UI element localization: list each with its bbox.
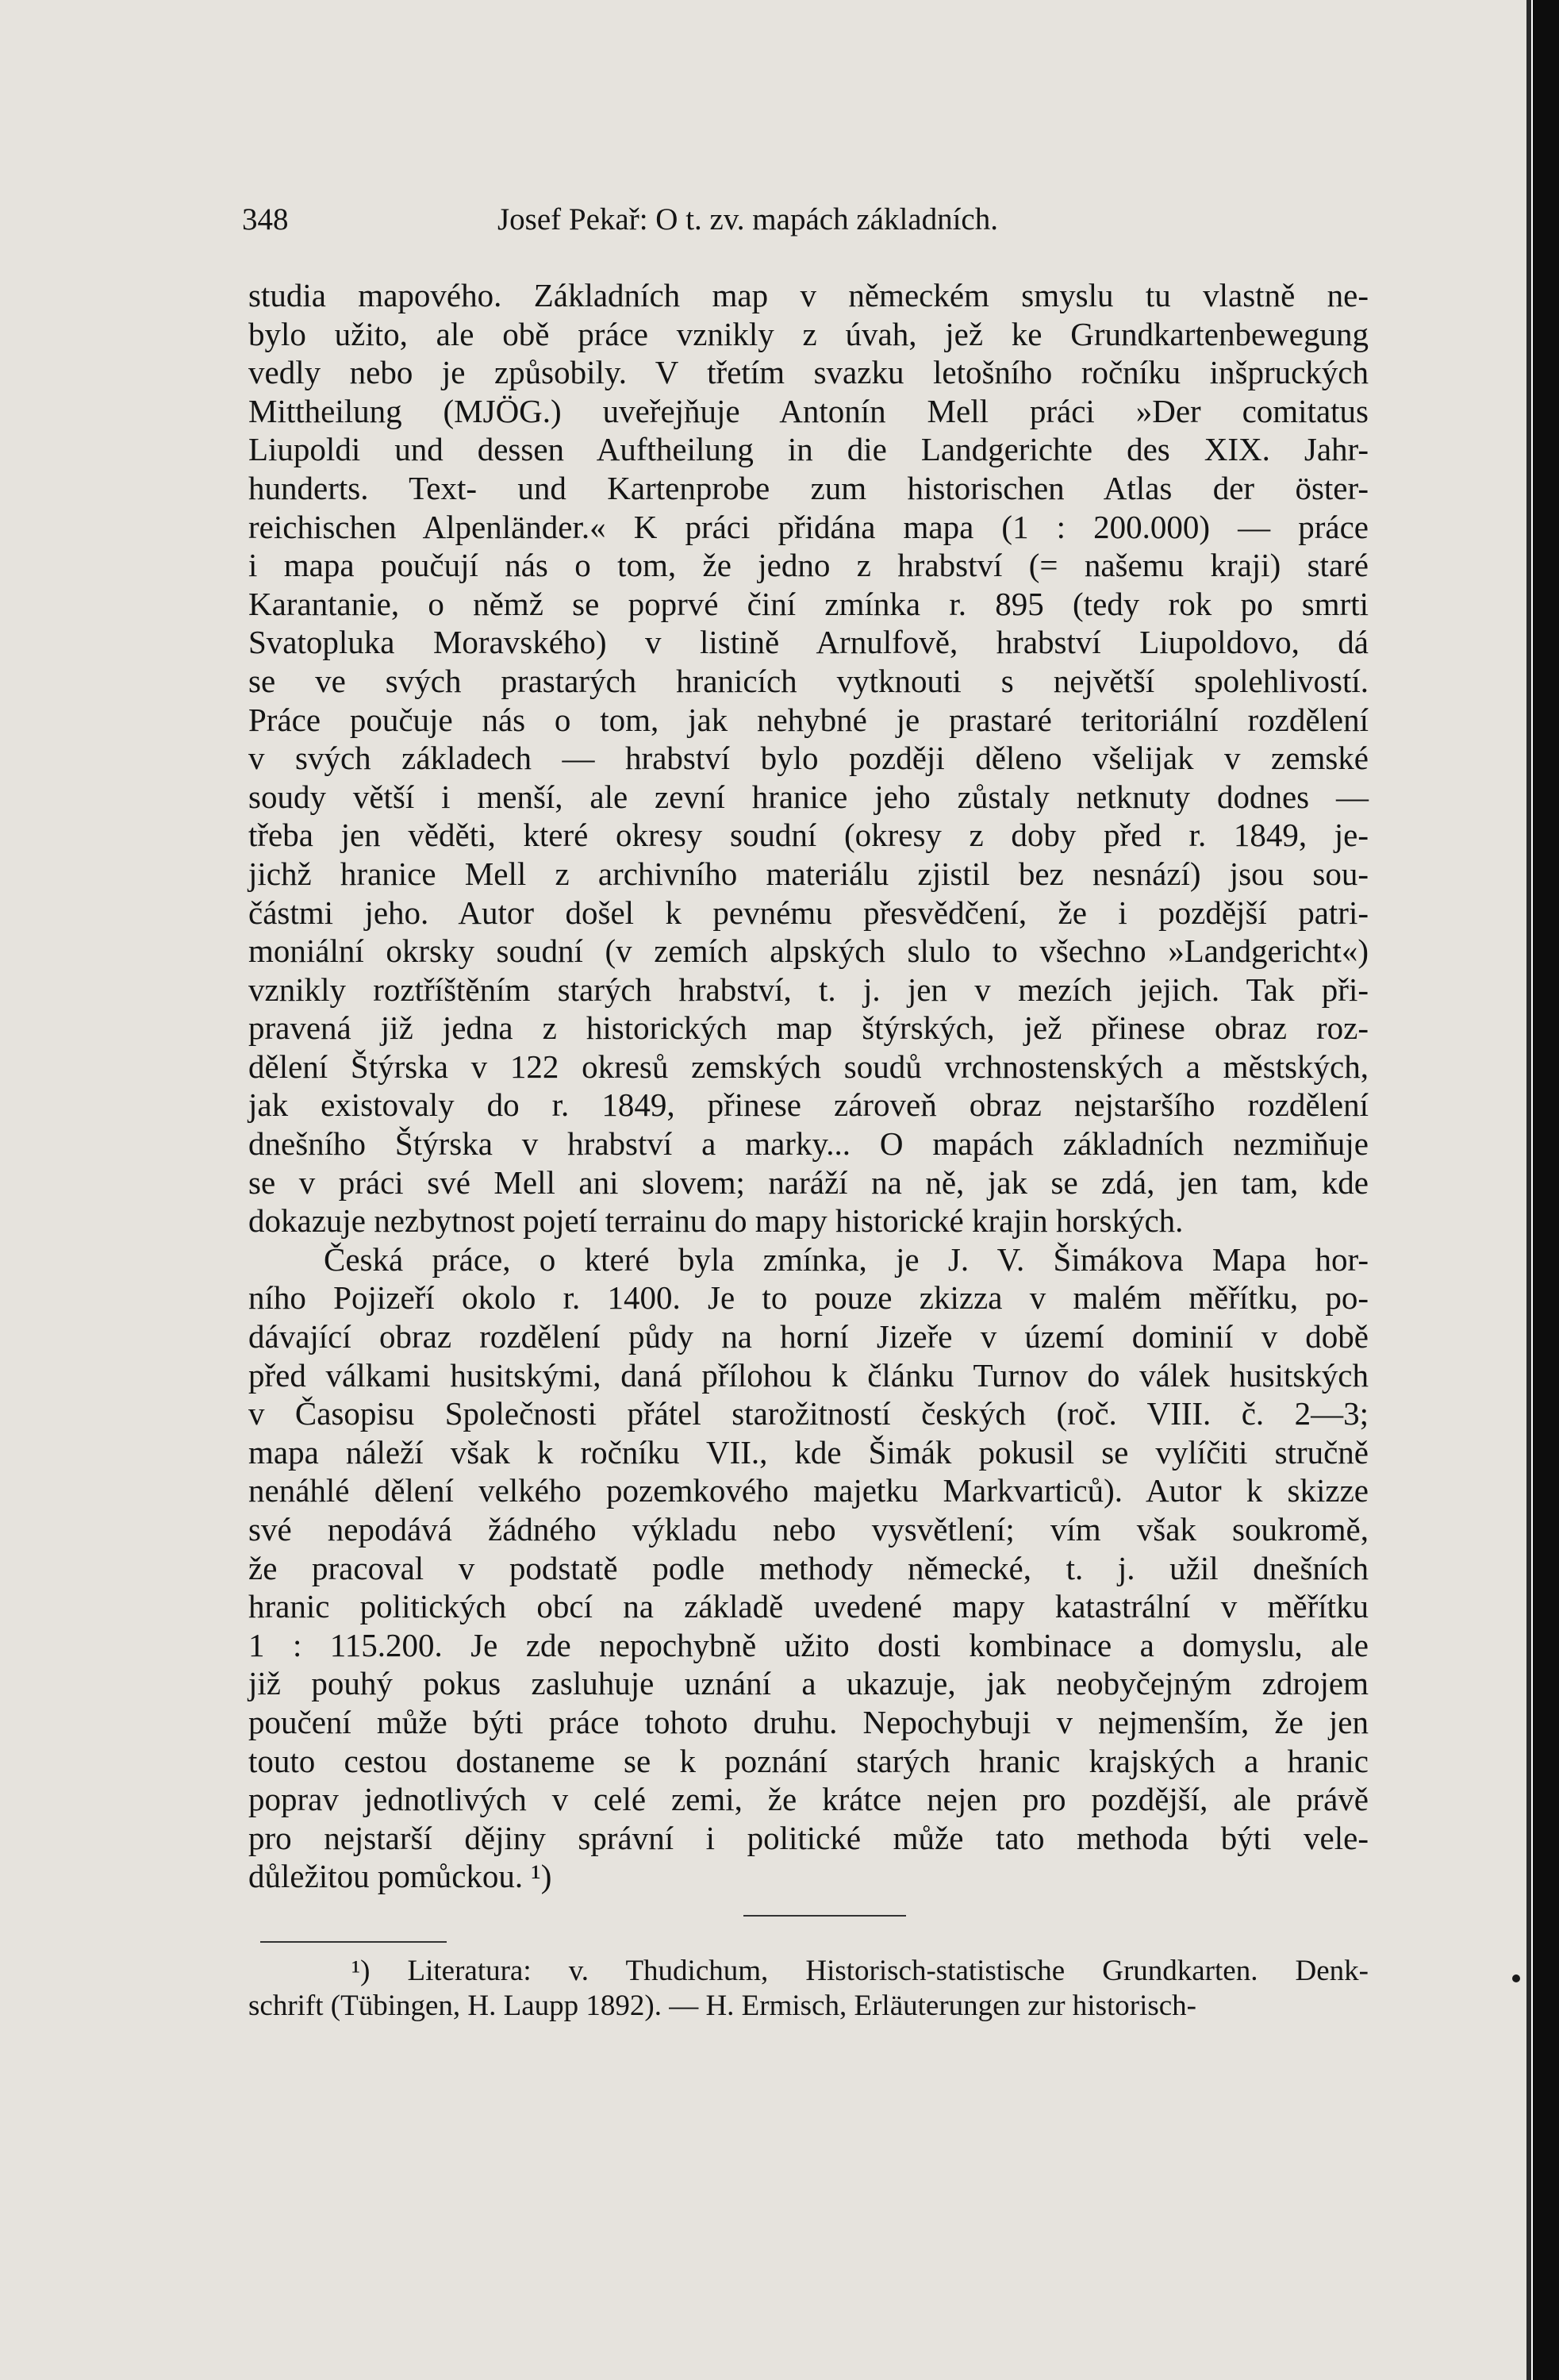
text-line: i mapa poučují nás o tom, že jedno z hrabství (= našemu kraji) staré	[248, 547, 1369, 584]
text-line: důležitou pomůckou. ¹)	[248, 1858, 552, 1895]
text-line: jak existovaly do r. 1849, přinese zároveň obraz nejstaršího rozdělení	[248, 1086, 1369, 1124]
text-line: moniální okrsky soudní (v zemích alpských slulo to všechno »Landgericht«)	[248, 932, 1369, 970]
text-line: Práce poučuje nás o tom, jak nehybné je prastaré teritoriální rozdělení	[248, 701, 1369, 738]
text-line: třeba jen věděti, které okresy soudní (okresy z doby před r. 1849, je-	[248, 817, 1369, 854]
text-line: hranic politických obcí na základě uvedené mapy katastrální v měřítku	[248, 1588, 1369, 1625]
text-line: dávající obraz rozdělení půdy na horní Jizeře v území dominií v době	[248, 1318, 1369, 1355]
text-line: se ve svých prastarých hranicích vytknouti s největší spolehlivostí.	[248, 662, 1369, 699]
text-line: se v práci své Mell ani slovem; naráží na ně, jak se zdá, jen tam, kde	[248, 1163, 1369, 1201]
text-line: poprav jednotlivých v celé zemi, že krátce nejen pro pozdější, ale právě	[248, 1781, 1369, 1818]
text-line: Karantanie, o němž se poprvé činí zmínka r. 895 (tedy rok po smrti	[248, 585, 1369, 622]
running-title: Josef Pekař: O t. zv. mapách základních.	[497, 202, 998, 236]
text-line: dělení Štýrska v 122 okresů zemských soudů vrchnostenských a městských,	[248, 1048, 1369, 1085]
margin-dot	[1512, 1974, 1520, 1982]
paragraph-start-line: Česká práce, o které byla zmínka, je J. V. Šimákova Mapa hor-	[324, 1240, 1369, 1278]
text-line: touto cestou dostaneme se k poznání starých hranic krajských a hranic	[248, 1742, 1369, 1779]
text-line: reichischen Alpenländer.« K práci přidána mapa (1 : 200.000) — práce	[248, 508, 1369, 545]
text-line: pro nejstarší dějiny správní i politické může tato methoda býti vele-	[248, 1819, 1369, 1856]
text-line: nenáhlé dělení velkého pozemkového majetku Markvarticů). Autor k skizze	[248, 1472, 1369, 1509]
text-line: vznikly roztříštěním starých hrabství, t. j. jen v mezích jejich. Tak při-	[248, 971, 1369, 1008]
text-line: poučení může býti práce tohoto druhu. Nepochybuji v nejmenším, že jen	[248, 1703, 1369, 1740]
text-line: ního Pojizeří okolo r. 1400. Je to pouze zkizza v malém měřítku, po-	[248, 1279, 1369, 1317]
text-line: Mittheilung (MJÖG.) uveřejňuje Antonín Mell práci »Der comitatus	[248, 392, 1369, 429]
text-line: jichž hranice Mell z archivního materiálu zjistil bez nesnází) jsou sou-	[248, 855, 1369, 892]
footnote-divider	[260, 1941, 447, 1943]
text-line: mapa náleží však k ročníku VII., kde Šimák pokusil se vylíčiti stručně	[248, 1433, 1369, 1471]
footnote-line: ¹) Literatura: v. Thudichum, Historisch-statistische Grundkarten. Denk-	[351, 1955, 1369, 1987]
body-text	[248, 276, 1369, 1896]
footnotes	[248, 1954, 1369, 2024]
text-line: dokazuje nezbytnost pojetí terrainu do mapy historické krajin horských.	[248, 1202, 1184, 1240]
footnote-line: schrift (Tübingen, H. Laupp 1892). — H. Ermisch, Erläuterungen zur historisch-	[248, 1990, 1197, 2022]
text-line: bylo užito, ale obě práce vznikly z úvah, jež ke Grundkartenbewegung	[248, 315, 1369, 352]
text-line: vedly nebo je způsobily. V třetím svazku letošního ročníku inšpruckých	[248, 354, 1369, 391]
text-line: před válkami husitskými, daná přílohou k článku Turnov do válek husitských	[248, 1356, 1369, 1394]
text-line: soudy větší i menší, ale zevní hranice jeho zůstaly netknuty dodnes —	[248, 778, 1369, 815]
text-line: pravená již jedna z historických map štýrských, jež přinese obraz roz-	[248, 1009, 1369, 1047]
text-line: hunderts. Text- und Kartenprobe zum historischen Atlas der öster-	[248, 469, 1369, 506]
text-line: Liupoldi und dessen Auftheilung in die Landgerichte des XIX. Jahr-	[248, 431, 1369, 468]
text-line: studia mapového. Základních map v německém smyslu tu vlastně ne-	[248, 277, 1369, 313]
text-line: své nepodává žádného výkladu nebo vysvětlení; vím však soukromě,	[248, 1511, 1369, 1548]
text-line: částmi jeho. Autor došel k pevnému přesvědčení, že i pozdější patri-	[248, 894, 1369, 931]
text-line: dnešního Štýrska v hrabství a marky... O mapách základních nezmiňuje	[248, 1125, 1369, 1163]
text-line: 1 : 115.200. Je zde nepochybně užito dosti kombinace a domyslu, ale	[248, 1626, 1369, 1663]
divider	[743, 1915, 906, 1917]
scan-border	[1533, 0, 1559, 2380]
text-line: že pracoval v podstatě podle methody německé, t. j. užil dnešních	[248, 1549, 1369, 1586]
page-number: 348	[242, 202, 289, 236]
text-line: již pouhý pokus zasluhuje uznání a ukazuje, jak neobyčejným zdrojem	[248, 1665, 1369, 1702]
text-line: Svatopluka Moravského) v listině Arnulfově, hrabství Liupoldovo, dá	[248, 624, 1369, 661]
text-line: v Časopisu Společnosti přátel starožitností českých (roč. VIII. č. 2—3;	[248, 1395, 1369, 1432]
text-line: v svých základech — hrabství bylo později děleno všelijak v zemské	[248, 740, 1369, 777]
